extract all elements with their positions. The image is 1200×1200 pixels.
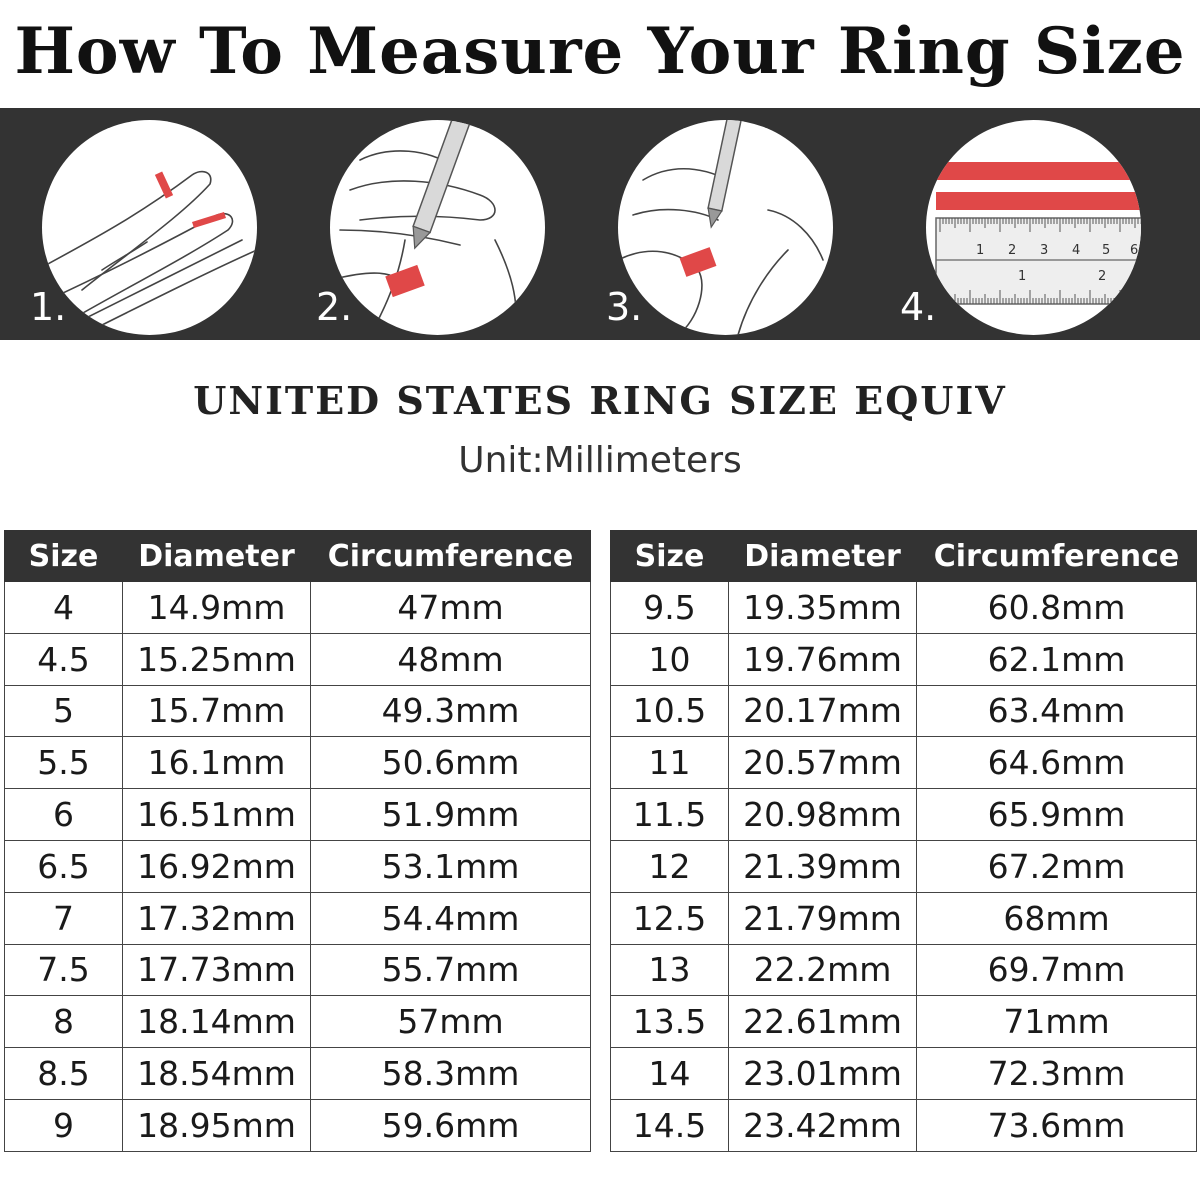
cell-diameter: 20.57mm (729, 737, 917, 789)
ruler-measure-icon (926, 120, 1141, 335)
cell-size: 7 (5, 892, 123, 944)
cell-size: 6.5 (5, 840, 123, 892)
ruler-top-label: 6 (1130, 243, 1139, 258)
finger-wrap-paper-icon (42, 120, 257, 335)
cell-circumference: 50.6mm (311, 737, 591, 789)
header-circumference: Circumference (917, 531, 1197, 582)
cell-size: 4.5 (5, 633, 123, 685)
cell-diameter: 15.7mm (123, 685, 311, 737)
table-row (5, 996, 591, 1048)
step-2-number: 2. (316, 285, 353, 329)
cell-diameter: 19.76mm (729, 633, 917, 685)
table-row (5, 944, 591, 996)
table-row (611, 789, 1197, 841)
cell-size: 5.5 (5, 737, 123, 789)
cell-diameter: 21.79mm (729, 892, 917, 944)
cell-circumference: 68mm (917, 892, 1197, 944)
header-diameter: Diameter (123, 531, 311, 582)
cell-circumference: 49.3mm (311, 685, 591, 737)
ruler-top-label: 1 (976, 243, 985, 258)
table-row (5, 789, 591, 841)
cell-size: 10 (611, 633, 729, 685)
header-diameter: Diameter (729, 531, 917, 582)
table-row (5, 892, 591, 944)
table-row (5, 633, 591, 685)
cell-circumference: 73.6mm (917, 1099, 1197, 1151)
cell-size: 8 (5, 996, 123, 1048)
table-row (611, 1099, 1197, 1151)
size-table-left (4, 530, 591, 1152)
cell-size: 4 (5, 582, 123, 634)
header-size: Size (611, 531, 729, 582)
chart-title: UNITED STATES RING SIZE EQUIV (193, 378, 1007, 423)
cell-size: 14.5 (611, 1099, 729, 1151)
cell-circumference: 55.7mm (311, 944, 591, 996)
ruler-top-label: 4 (1072, 243, 1081, 258)
table-header-row (611, 531, 1197, 582)
cell-diameter: 17.32mm (123, 892, 311, 944)
cell-diameter: 18.95mm (123, 1099, 311, 1151)
table-row (611, 840, 1197, 892)
cell-circumference: 58.3mm (311, 1048, 591, 1100)
step-2-illustration (330, 120, 545, 335)
cell-size: 6 (5, 789, 123, 841)
cell-diameter: 20.98mm (729, 789, 917, 841)
cell-diameter: 23.42mm (729, 1099, 917, 1151)
step-1-illustration (42, 120, 257, 335)
cell-diameter: 18.14mm (123, 996, 311, 1048)
cell-circumference: 60.8mm (917, 582, 1197, 634)
table-row (611, 996, 1197, 1048)
ruler-bottom-label: 1 (1018, 269, 1027, 284)
table-row (5, 840, 591, 892)
cell-diameter: 22.2mm (729, 944, 917, 996)
cell-circumference: 71mm (917, 996, 1197, 1048)
cell-diameter: 16.92mm (123, 840, 311, 892)
cell-circumference: 63.4mm (917, 685, 1197, 737)
table-row (611, 633, 1197, 685)
ruler-bottom-label: 2 (1098, 269, 1107, 284)
steps-band (0, 108, 1200, 340)
cell-size: 10.5 (611, 685, 729, 737)
step-3-illustration (618, 120, 833, 335)
table-header-row (5, 531, 591, 582)
table-row (5, 1099, 591, 1151)
page-title: How To Measure Your Ring Size (14, 14, 1186, 89)
cell-diameter: 23.01mm (729, 1048, 917, 1100)
ruler-top-label: 2 (1008, 243, 1017, 258)
step-4-illustration (926, 120, 1141, 335)
step-1-number: 1. (30, 285, 67, 329)
cell-diameter: 16.51mm (123, 789, 311, 841)
table-row (611, 892, 1197, 944)
table-row (5, 582, 591, 634)
cell-size: 12.5 (611, 892, 729, 944)
cell-size: 13 (611, 944, 729, 996)
cell-size: 8.5 (5, 1048, 123, 1100)
ruler-top-label: 5 (1102, 243, 1111, 258)
cell-diameter: 20.17mm (729, 685, 917, 737)
cell-circumference: 67.2mm (917, 840, 1197, 892)
cell-size: 12 (611, 840, 729, 892)
cell-circumference: 64.6mm (917, 737, 1197, 789)
chart-unit: Unit:Millimeters (458, 440, 742, 481)
step-4-number: 4. (900, 285, 937, 329)
cell-size: 13.5 (611, 996, 729, 1048)
mark-paper-pen-icon (330, 120, 545, 335)
header-circumference: Circumference (311, 531, 591, 582)
ruler-top-label: 3 (1040, 243, 1049, 258)
cell-circumference: 59.6mm (311, 1099, 591, 1151)
cell-circumference: 69.7mm (917, 944, 1197, 996)
cell-diameter: 19.35mm (729, 582, 917, 634)
table-row (611, 737, 1197, 789)
cell-circumference: 72.3mm (917, 1048, 1197, 1100)
table-row (5, 1048, 591, 1100)
cell-diameter: 21.39mm (729, 840, 917, 892)
cell-size: 7.5 (5, 944, 123, 996)
cell-size: 9.5 (611, 582, 729, 634)
cell-diameter: 15.25mm (123, 633, 311, 685)
cell-size: 11 (611, 737, 729, 789)
cell-circumference: 57mm (311, 996, 591, 1048)
table-row (611, 1048, 1197, 1100)
cell-circumference: 51.9mm (311, 789, 591, 841)
cell-diameter: 14.9mm (123, 582, 311, 634)
cell-diameter: 16.1mm (123, 737, 311, 789)
table-row (5, 685, 591, 737)
table-row (611, 685, 1197, 737)
cell-size: 11.5 (611, 789, 729, 841)
cell-size: 5 (5, 685, 123, 737)
cell-circumference: 48mm (311, 633, 591, 685)
cell-circumference: 65.9mm (917, 789, 1197, 841)
table-row (611, 582, 1197, 634)
cell-circumference: 53.1mm (311, 840, 591, 892)
cell-circumference: 62.1mm (917, 633, 1197, 685)
cell-diameter: 18.54mm (123, 1048, 311, 1100)
cell-size: 9 (5, 1099, 123, 1151)
cell-size: 14 (611, 1048, 729, 1100)
header-size: Size (5, 531, 123, 582)
size-table-right (610, 530, 1197, 1152)
cell-circumference: 54.4mm (311, 892, 591, 944)
table-row (5, 737, 591, 789)
step-3-number: 3. (606, 285, 643, 329)
table-row (611, 944, 1197, 996)
cell-diameter: 17.73mm (123, 944, 311, 996)
marked-paper-strip-icon (618, 120, 833, 335)
cell-circumference: 47mm (311, 582, 591, 634)
cell-diameter: 22.61mm (729, 996, 917, 1048)
